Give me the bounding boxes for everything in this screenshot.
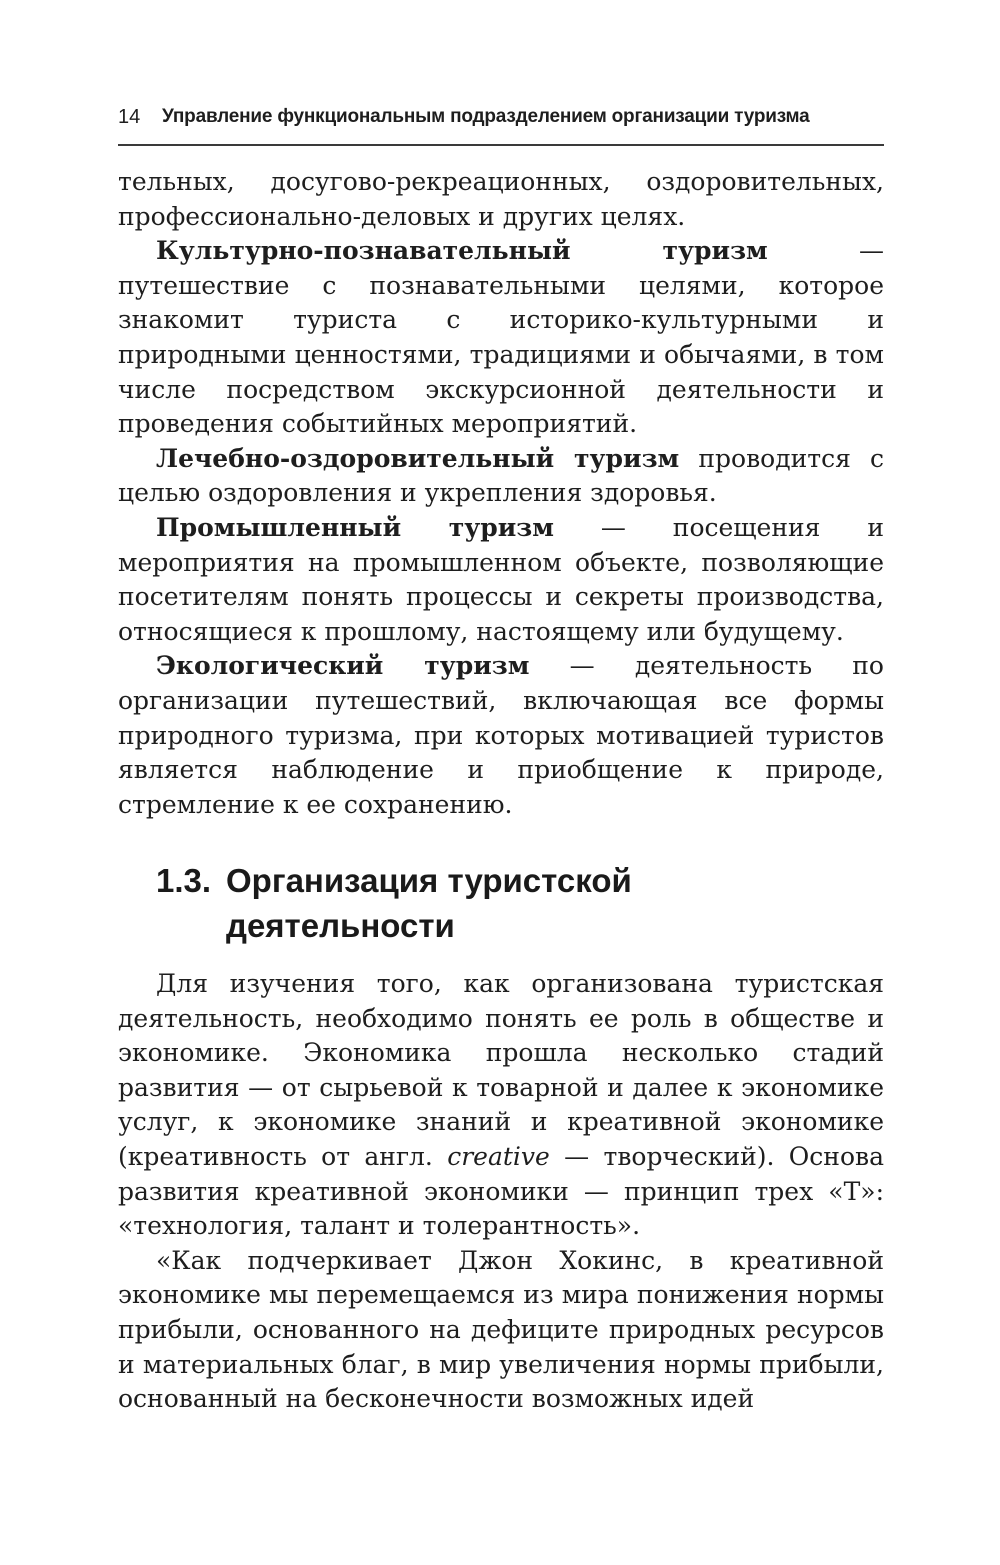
term-medical-tourism: Лечебно-оздоровительный туризм xyxy=(156,443,680,473)
section-title-line2: деятельности xyxy=(226,907,455,944)
term-industrial-tourism: Промышленный туризм xyxy=(156,512,554,542)
top-text-block xyxy=(118,165,884,822)
definition-cultural-tourism: — путешествие с познавательными целями, которое знакомит туриста с историко-культурными и природными ценностями, традициями и обычаями, в том числе посредством экскурсионной деятельности и проведения событийных мероприятий. xyxy=(118,236,884,439)
paragraph-medical-tourism xyxy=(118,442,884,511)
paragraph-cultural-tourism xyxy=(118,234,884,442)
section-heading xyxy=(156,858,632,948)
paragraph-creative-economy xyxy=(118,967,884,1244)
creative-economy-text-end: — творческий). Основа развития креативной экономики — принцип трех «Т»: «технология, талант и толерантность». xyxy=(118,1141,884,1241)
section-title-line1: Организация туристской xyxy=(226,862,632,899)
intro-continuation: тельных, досугово-рекреационных, оздоровительных, профессионально-деловых и других целях. xyxy=(118,167,884,231)
paragraph-ecological-tourism xyxy=(118,649,884,822)
paragraph-industrial-tourism xyxy=(118,511,884,649)
page-header xyxy=(118,106,884,146)
italic-term-creative: creative xyxy=(447,1141,550,1171)
definition-medical-tourism: проводится с целью оздоровления и укрепления здоровья. xyxy=(118,443,885,508)
definition-industrial-tourism: — посещения и мероприятия на промышленном объекте, позволяющие посетителям понять процессы и секреты производства, относящиеся к прошлому, настоящему или будущему. xyxy=(118,512,884,646)
paragraph-hawkins-quote: «Как подчеркивает Джон Хокинс, в креативной экономике мы перемещаемся из мира понижения нормы прибыли, основанного на дефиците природных ресурсов и материальных благ, в мир увеличения нормы прибыли, основанный на бесконечности возможных идей xyxy=(118,1245,884,1414)
page-number: 14 xyxy=(118,106,141,128)
term-ecological-tourism: Экологический туризм xyxy=(156,651,530,681)
creative-economy-text-start: Для изучения того, как организована туристская деятельность, необходимо понять ее роль в обществе и экономике. Экономика прошла несколько стадий развития — от сырьевой к товарной и далее к экономике услуг, к экономике знаний и креативной экономике (креативность от англ. xyxy=(118,969,884,1171)
section-text-block xyxy=(118,967,884,1417)
definition-ecological-tourism: — деятельность по организации путешествий, включающая все формы природного туризма, при которых мотивацией туристов является наблюдение и приобщение к природе, стремление к ее сохранению. xyxy=(118,651,884,819)
section-number: 1.3. xyxy=(156,862,212,899)
term-cultural-tourism: Культурно-познавательный туризм xyxy=(156,236,768,266)
running-title: Управление функциональным подразделением организации туризма xyxy=(162,106,810,127)
